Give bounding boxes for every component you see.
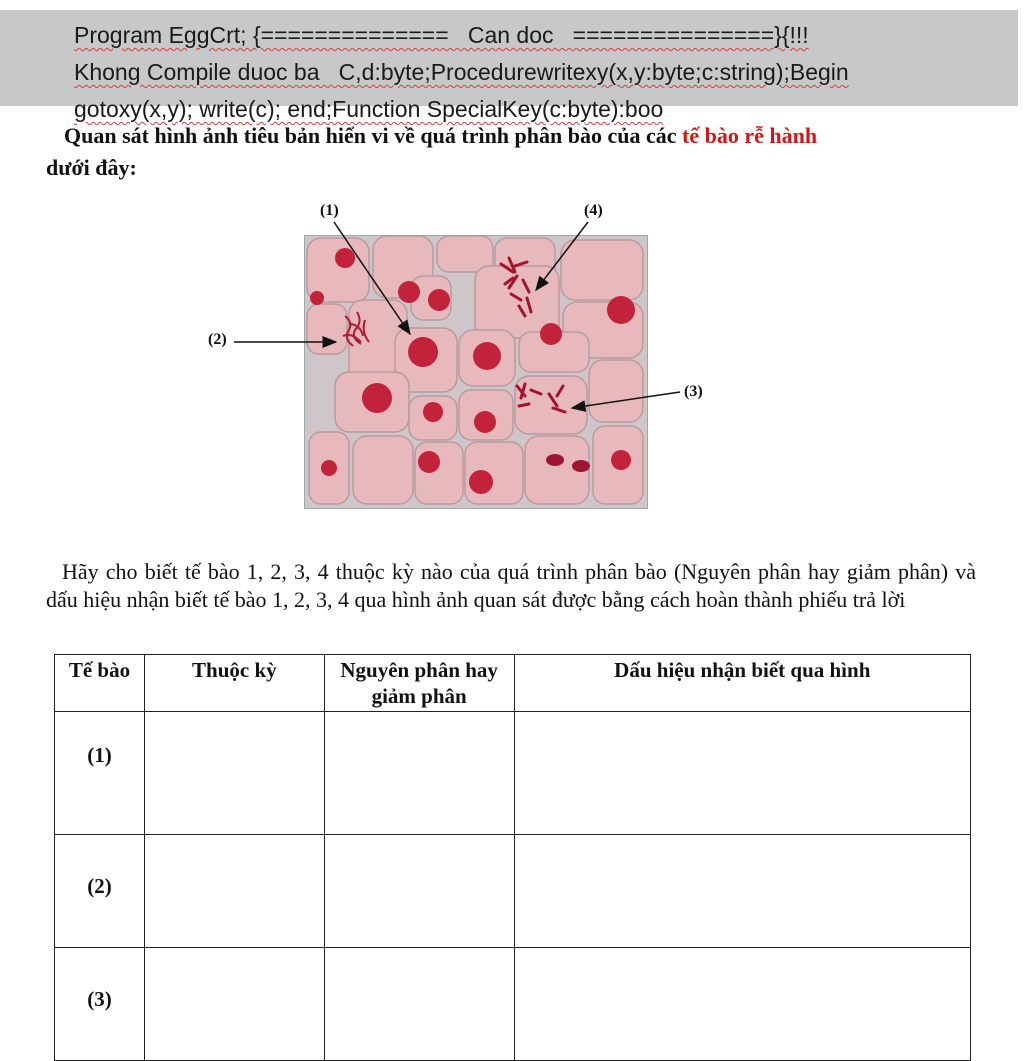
code-line-2: Khong Compile duoc ba C,d:byte;Procedurewritexy(x,y:byte;c:string);Begin (74, 59, 849, 85)
code-line-3: gotoxy(x,y); write(c); end;Function SpecialKey(c:byte):boo (74, 96, 664, 122)
answer-phase-cell[interactable] (144, 835, 324, 948)
row-label-cell (55, 712, 145, 835)
row-label: (1) (87, 743, 112, 767)
answer-table (54, 654, 971, 1061)
row-label: (3) (87, 987, 112, 1011)
answer-division-cell[interactable] (324, 712, 514, 835)
code-banner (0, 10, 1018, 122)
header-phase: Thuộc kỳ (144, 655, 324, 712)
label-cell-4: (4) (584, 202, 603, 219)
intro-paragraph (46, 120, 986, 184)
answer-signs-cell[interactable] (514, 948, 970, 1061)
answer-signs-cell[interactable] (514, 835, 970, 948)
label-cell-2: (2) (208, 331, 227, 348)
micrograph-figure (0, 190, 1024, 530)
question-paragraph (46, 558, 976, 614)
answer-phase-cell[interactable] (144, 948, 324, 1061)
table-header-row (55, 655, 971, 712)
table-row (55, 948, 971, 1061)
question-text: Hãy cho biết tế bào 1, 2, 3, 4 thuộc kỳ nào của quá trình phân bào (Nguyên phân hay giảm phân) và dấu hiệu nhận biết tế bào 1, 2, 3, 4 qua hình ảnh quan sát được bằng cách hoàn thành phiếu trả lời (46, 559, 976, 612)
label-cell-3: (3) (684, 383, 703, 400)
label-cell-1: (1) (320, 202, 339, 219)
row-label-cell (55, 948, 145, 1061)
answer-signs-cell[interactable] (514, 712, 970, 835)
table-row (55, 712, 971, 835)
code-line-1: Program EggCrt; {============== Can doc ===============}{!!! (74, 22, 809, 48)
header-division-type: Nguyên phân hay giảm phân (324, 655, 514, 712)
intro-text-end: dưới đây: (46, 155, 137, 180)
intro-highlight: tế bào rễ hành (682, 123, 818, 148)
header-cell: Tế bào (55, 655, 145, 712)
intro-text: Quan sát hình ảnh tiêu bản hiển vi về quá trình phân bào của các (64, 123, 683, 148)
row-label-cell (55, 835, 145, 948)
answer-division-cell[interactable] (324, 835, 514, 948)
table-row (55, 835, 971, 948)
pointer-arrows (0, 190, 1024, 530)
answer-phase-cell[interactable] (144, 712, 324, 835)
answer-division-cell[interactable] (324, 948, 514, 1061)
header-signs: Dấu hiệu nhận biết qua hình (514, 655, 970, 712)
row-label: (2) (87, 874, 112, 898)
